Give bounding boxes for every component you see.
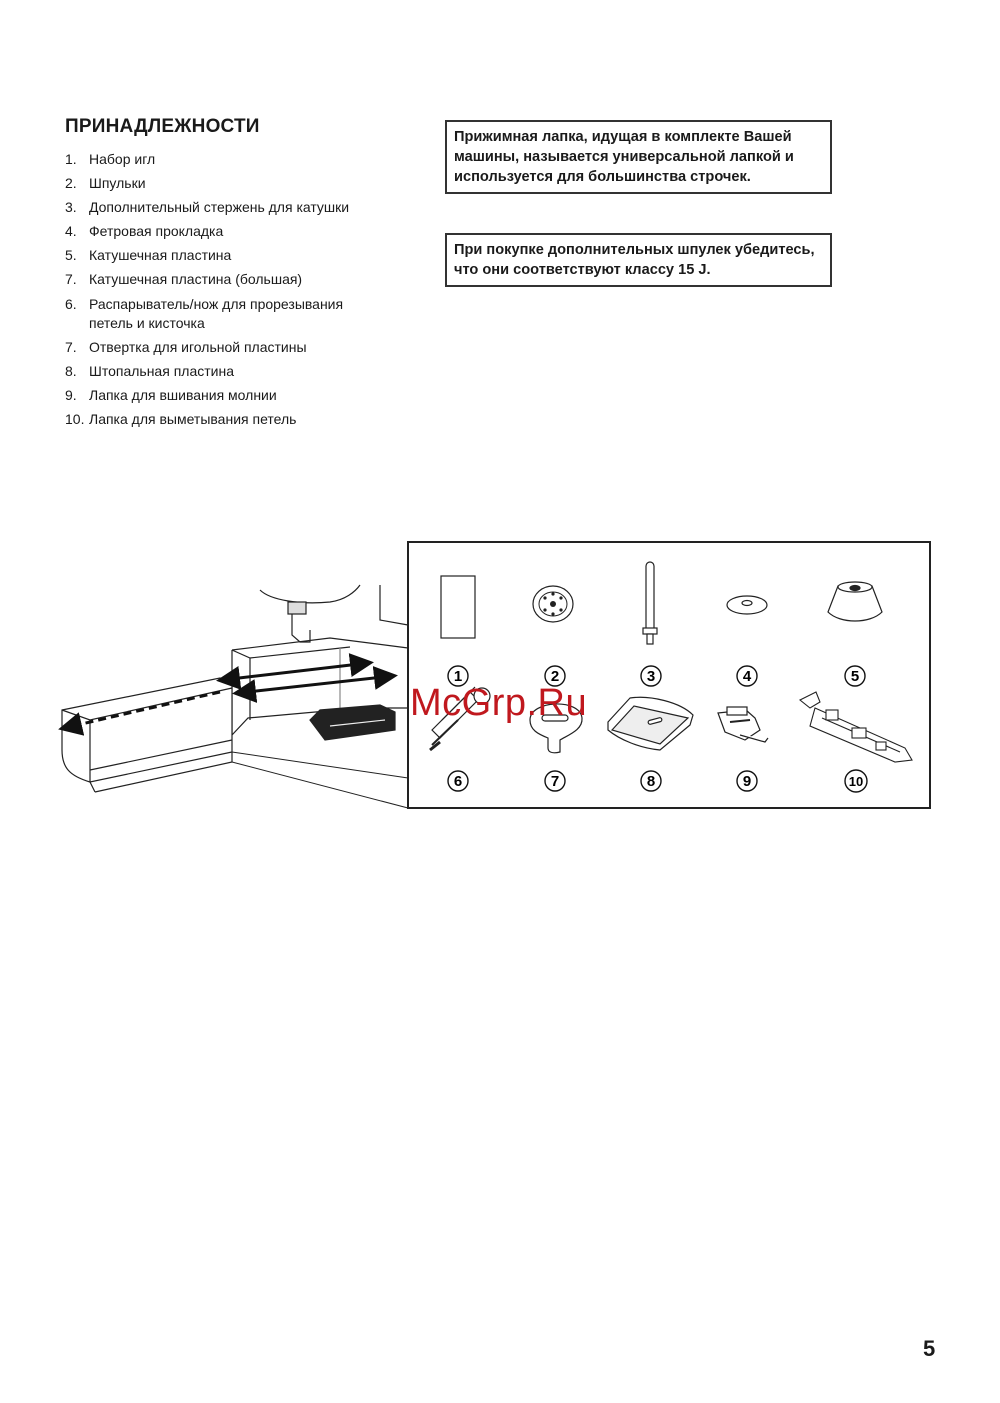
item-number: 4.: [65, 223, 77, 240]
list-item: [65, 198, 385, 218]
item-text: Дополнительный стержень для катушки: [89, 199, 350, 216]
item-number: 7.: [65, 271, 77, 288]
list-item: [65, 270, 385, 290]
figure-label-1: 1: [453, 668, 463, 685]
figure-label-10: 10: [848, 774, 864, 789]
list-item: [65, 386, 385, 406]
item-text: Лапка для выметывания петель: [89, 411, 297, 428]
sewing-machine-drawing: [62, 585, 408, 792]
item-text: Распарыватель/нож для прорезывания петель и кисточка: [89, 295, 344, 332]
item-number: 3.: [65, 199, 77, 216]
item-number: 1.: [65, 151, 77, 167]
item-text: Катушечная пластина (большая): [89, 271, 303, 288]
list-item: [65, 222, 385, 242]
list-item: [65, 150, 385, 170]
item-number: 9.: [65, 387, 77, 404]
item-text: Набор игл: [89, 151, 156, 167]
item-number: 6.: [65, 295, 77, 312]
figure-label-3: 3: [646, 668, 656, 685]
page-number: 5: [923, 1336, 936, 1361]
figure-label-8: 8: [646, 773, 656, 790]
watermark: McGrp.Ru: [410, 682, 588, 724]
figure-label-5: 5: [850, 668, 860, 685]
item-text: Лапка для вшивания молнии: [89, 387, 277, 404]
list-item: [65, 338, 385, 358]
item-number: 10.: [65, 411, 85, 428]
page-title: ПРИНАДЛЕЖНОСТИ: [65, 116, 260, 137]
list-item: [65, 410, 385, 430]
figure-label-2: 2: [550, 668, 560, 685]
item-number: 2.: [65, 175, 77, 192]
presser-foot-note: Прижимная лапка, идущая в комплекте Вашей машины, называется универсальной лапкой и используется для большинства строчек.: [445, 120, 832, 194]
bobbin-icon: [533, 586, 573, 622]
list-item: [65, 174, 385, 194]
item-text: Шпульки: [89, 175, 146, 192]
item-text: Фетровая прокладка: [89, 223, 224, 240]
bobbin-note: При покупке дополнительных шпулек убедитесь, что они соответствуют классу 15 J.: [445, 233, 832, 287]
figure-label-4: 4: [742, 668, 752, 685]
figure-label-9: 9: [742, 773, 752, 790]
felt-pad-icon: [727, 596, 767, 614]
item-text: Отвертка для игольной пластины: [89, 339, 307, 356]
item-text: Катушечная пластина: [89, 247, 232, 264]
item-number: 5.: [65, 247, 77, 264]
list-item: [65, 362, 385, 382]
item-number: 8.: [65, 363, 77, 380]
figure-label-6: 6: [453, 773, 463, 790]
figure-label-7: 7: [550, 773, 560, 790]
list-item: [65, 246, 385, 266]
item-number: 7.: [65, 339, 77, 356]
item-text: Штопальная пластина: [89, 363, 234, 380]
accessories-list: [65, 150, 385, 435]
list-item: [65, 295, 385, 334]
needle-pack-icon: [441, 576, 475, 638]
accessories-illustration: [0, 530, 1000, 830]
